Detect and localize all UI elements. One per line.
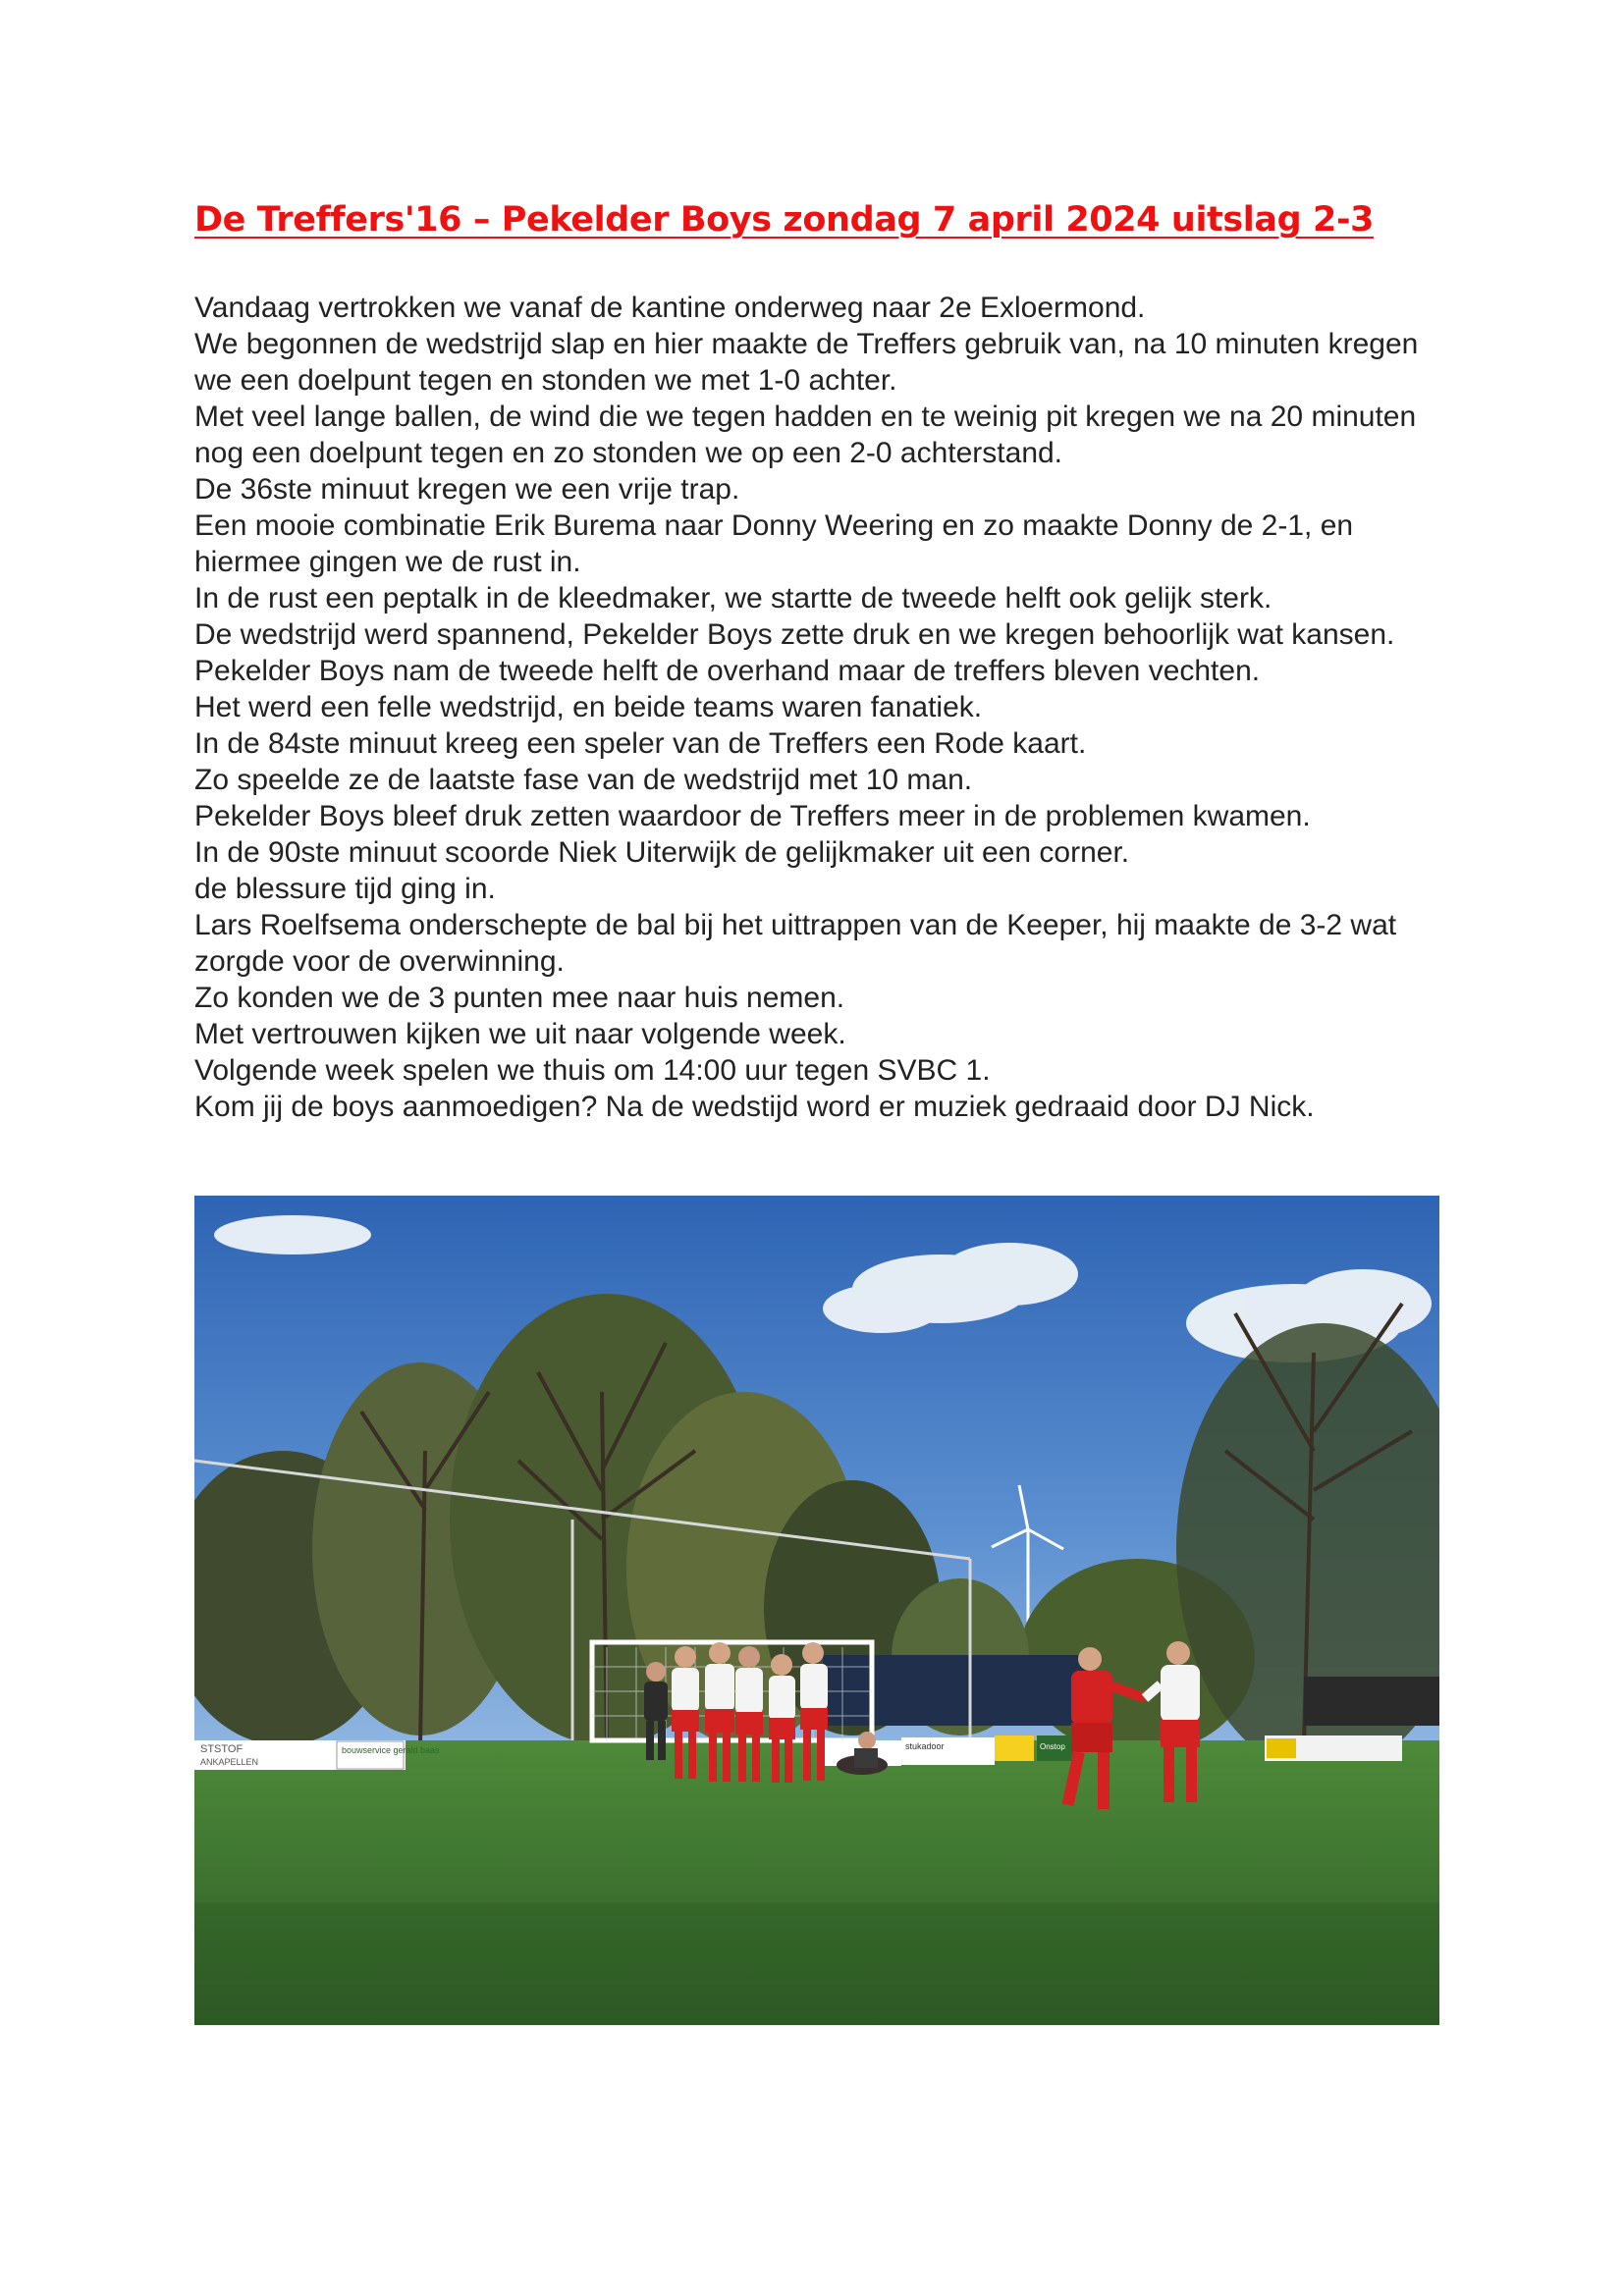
paragraph: Het werd een felle wedstrijd, en beide teams waren fanatiek. <box>194 691 983 723</box>
paragraph: Zo speelde ze de laatste fase van de wedstrijd met 10 man. <box>194 764 973 796</box>
page-title: De Treffers'16 – Pekelder Boys zondag 7 april 2024 uitslag 2-3 <box>194 200 1375 240</box>
clubhouse <box>823 1655 1088 1726</box>
article-body <box>194 290 1461 1125</box>
shed <box>1304 1677 1439 1726</box>
paragraph: Kom jij de boys aanmoedigen? Na de wedstijd word er muziek gedraaid door DJ Nick. <box>194 1091 1315 1123</box>
paragraph: Met veel lange ballen, de wind die we tegen hadden en te weinig pit kregen we na 20 minuten nog een doelpunt tegen en zo stonden we op een 2-0 achterstand. <box>194 400 1417 469</box>
paragraph: Volgende week spelen we thuis om 14:00 uur tegen SVBC 1. <box>194 1054 991 1087</box>
paragraph: Vandaag vertrokken we vanaf de kantine onderweg naar 2e Exloermond. <box>194 292 1146 324</box>
board-text: bouwservice gerald baas <box>342 1745 440 1755</box>
paragraph: Een mooie combinatie Erik Burema naar Donny Weering en zo maakte Donny de 2-1, en hiermee gingen we de rust in. <box>194 509 1354 578</box>
paragraph: De wedstrijd werd spannend, Pekelder Boys zette druk en we kregen behoorlijk wat kansen. <box>194 618 1395 651</box>
board-text: ANKAPELLEN <box>200 1757 259 1767</box>
paragraph: In de rust een peptalk in de kleedmaker, we startte de tweede helft ook gelijk sterk. <box>194 582 1272 614</box>
paragraph: Pekelder Boys nam de tweede helft de overhand maar de treffers bleven vechten. <box>194 655 1261 687</box>
paragraph: Pekelder Boys bleef druk zetten waardoor de Treffers meer in de problemen kwamen. <box>194 800 1311 832</box>
paragraph: Zo konden we de 3 punten mee naar huis nemen. <box>194 982 845 1014</box>
paragraph: De 36ste minuut kregen we een vrije trap. <box>194 473 740 506</box>
match-photo <box>194 1196 1439 2025</box>
paragraph: We begonnen de wedstrijd slap en hier maakte de Treffers gebruik van, na 10 minuten kregen we een doelpunt tegen en stonden we met 1-0 achter. <box>194 328 1419 397</box>
board-text: stukadoor <box>905 1741 945 1751</box>
paragraph: Lars Roelfsema onderschepte de bal bij het uittrappen van de Keeper, hij maakte de 3-2 wat zorgde voor de overwinning. <box>194 909 1397 978</box>
paragraph: In de 84ste minuut kreeg een speler van de Treffers een Rode kaart. <box>194 727 1087 760</box>
match-photo-illustration <box>194 1196 1439 2025</box>
board-text: STSTOF <box>200 1743 244 1755</box>
pitch-shadow <box>194 1902 1439 2025</box>
paragraph: In de 90ste minuut scoorde Niek Uiterwijk de gelijkmaker uit een corner. <box>194 836 1130 869</box>
board-text: Onstop <box>1040 1742 1065 1751</box>
paragraph: de blessure tijd ging in. <box>194 873 496 905</box>
paragraph: Met vertrouwen kijken we uit naar volgende week. <box>194 1018 846 1050</box>
